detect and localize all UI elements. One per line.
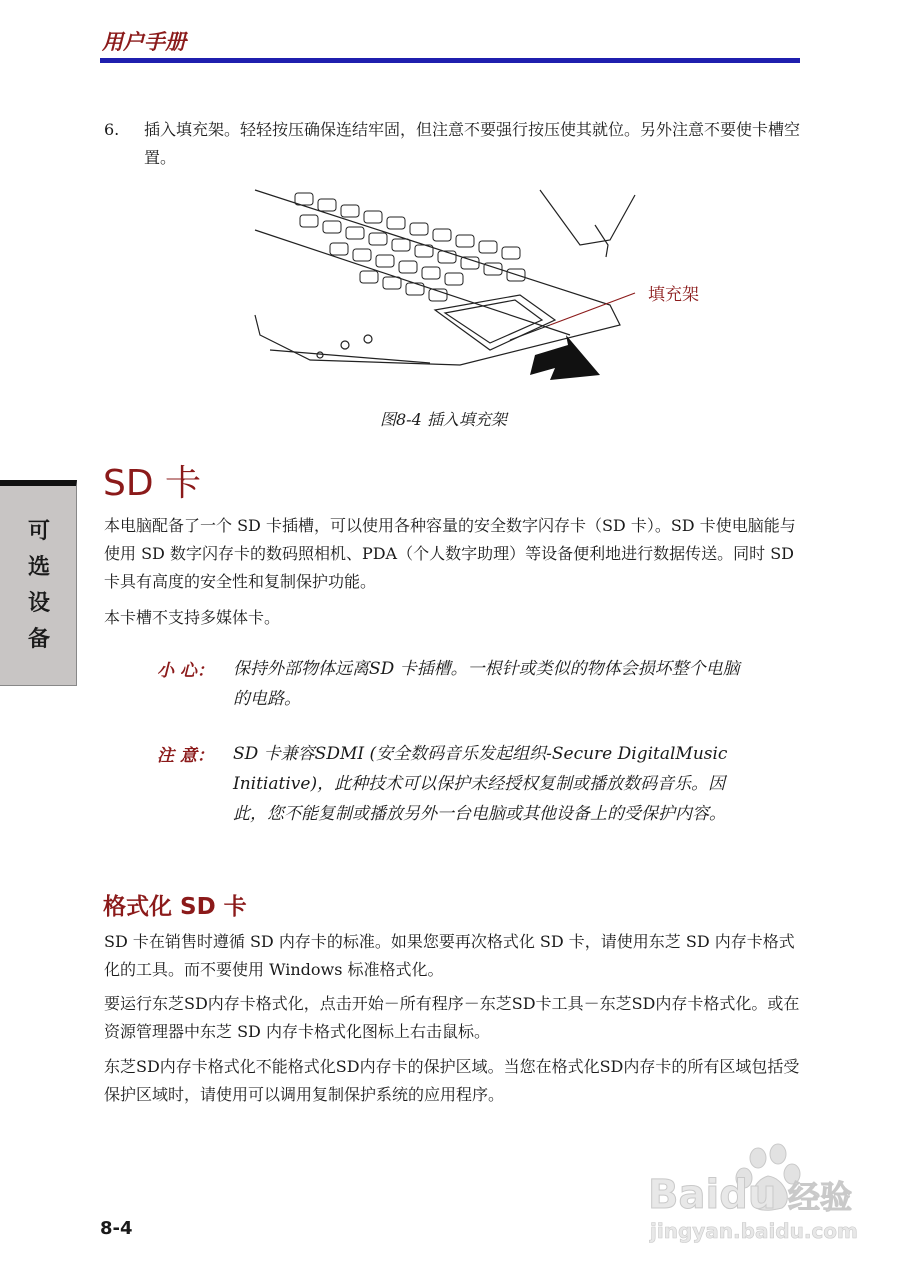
figure-callout-label: 填充架 <box>648 285 699 305</box>
side-tab-char: 备 <box>27 627 50 652</box>
section-paragraph: 本卡槽不支持多媒体卡。 <box>104 608 281 627</box>
figure-caption: 图8-4 插入填充架 <box>380 410 507 429</box>
note-label: 注 意： <box>157 746 214 766</box>
step-number: 6. <box>104 120 120 139</box>
chapter-side-tab <box>0 480 77 686</box>
watermark-url: jingyan.baidu.com <box>650 1219 858 1243</box>
side-tab-char: 设 <box>27 591 50 616</box>
paw-icon <box>750 1148 766 1168</box>
page-number: 8-4 <box>100 1218 133 1239</box>
section-heading: SD 卡 <box>103 463 202 504</box>
side-tab-char: 选 <box>27 555 50 580</box>
note-text: SD 卡兼容SDMI (安全数码音乐发起组织-Secure DigitalMusic Initiative)，此种技术可以保护未经授权复制或播放数码音乐。因此，您不能复制或播放另外一台电脑或其他设备上的受保护内容。 <box>233 744 728 824</box>
step-text: 插入填充架。轻轻按压确保连结牢固，但注意不要强行按压使其就位。另外注意不要使卡槽空置。 <box>144 120 801 167</box>
subsection-paragraph: 东芝SD内存卡格式化不能格式化SD内存卡的保护区域。当您在格式化SD内存卡的所有区域包括受保护区域时，请使用可以调用复制保护系统的应用程序。 <box>104 1057 800 1104</box>
section-paragraph: 本电脑配备了一个 SD 卡插槽，可以使用各种容量的安全数字闪存卡（SD 卡）。SD 卡使电脑能与使用 SD 数字闪存卡的数码照相机、PDA（个人数字助理）等设备便利地进行数据传送。同时 SD 卡具有高度的安全性和复制保护功能。 <box>104 516 796 591</box>
header-rule <box>100 58 800 63</box>
caution-label: 小 心： <box>157 661 214 681</box>
watermark-brand: Baidu <box>648 1172 777 1218</box>
running-header-title: 用户手册 <box>102 30 186 54</box>
watermark-brand-cn: 经验 <box>788 1178 853 1216</box>
caution-text: 保持外部物体远离SD 卡插槽。一根针或类似的物体会损坏整个电脑的电路。 <box>233 659 740 709</box>
side-tab-char: 可 <box>27 519 50 544</box>
subsection-heading: 格式化 SD 卡 <box>103 894 247 920</box>
baidu-watermark <box>638 1140 878 1250</box>
subsection-paragraph: 要运行东芝SD内存卡格式化，点击开始－所有程序－东芝SD卡工具－东芝SD内存卡格式化。或在资源管理器中东芝 SD 内存卡格式化图标上右击鼠标。 <box>104 994 800 1041</box>
subsection-paragraph: SD 卡在销售时遵循 SD 内存卡的标准。如果您要再次格式化 SD 卡，请使用东芝 SD 内存卡格式化的工具。而不要使用 Windows 标准格式化。 <box>104 932 795 979</box>
